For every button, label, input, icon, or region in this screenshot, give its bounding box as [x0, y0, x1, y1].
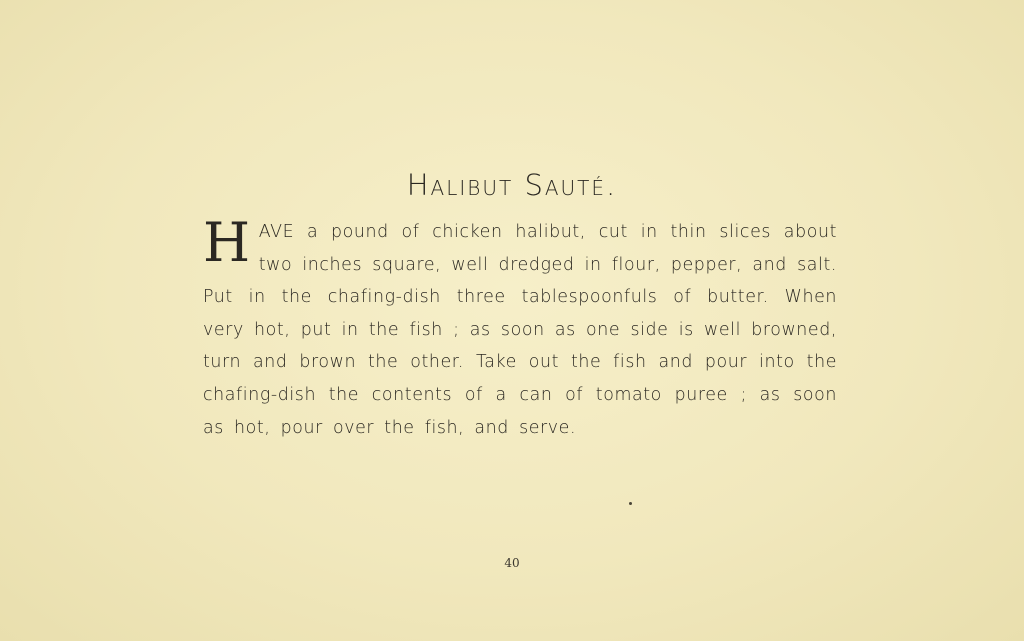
- drop-cap: H: [203, 211, 251, 274]
- recipe-paragraph-text: AVE a pound of chicken halibut, cut in thin slices about two inches square, well dredged in flour, pepper, and salt. Put in the chafing-dish three tablespoonfuls of butter. When very hot, put in the fish ; as soon as one side is well browned, turn and brown the other. Take out the fish and pour into the chafing-dish the contents of a can of tomato puree ; as soon as hot, pour over the fish, and serve.: [203, 222, 837, 438]
- paper-speck: [629, 502, 632, 505]
- page-number: 40: [504, 556, 520, 570]
- recipe-title: Halibut Sauté.: [406, 168, 618, 202]
- recipe-paragraph: [203, 211, 837, 444]
